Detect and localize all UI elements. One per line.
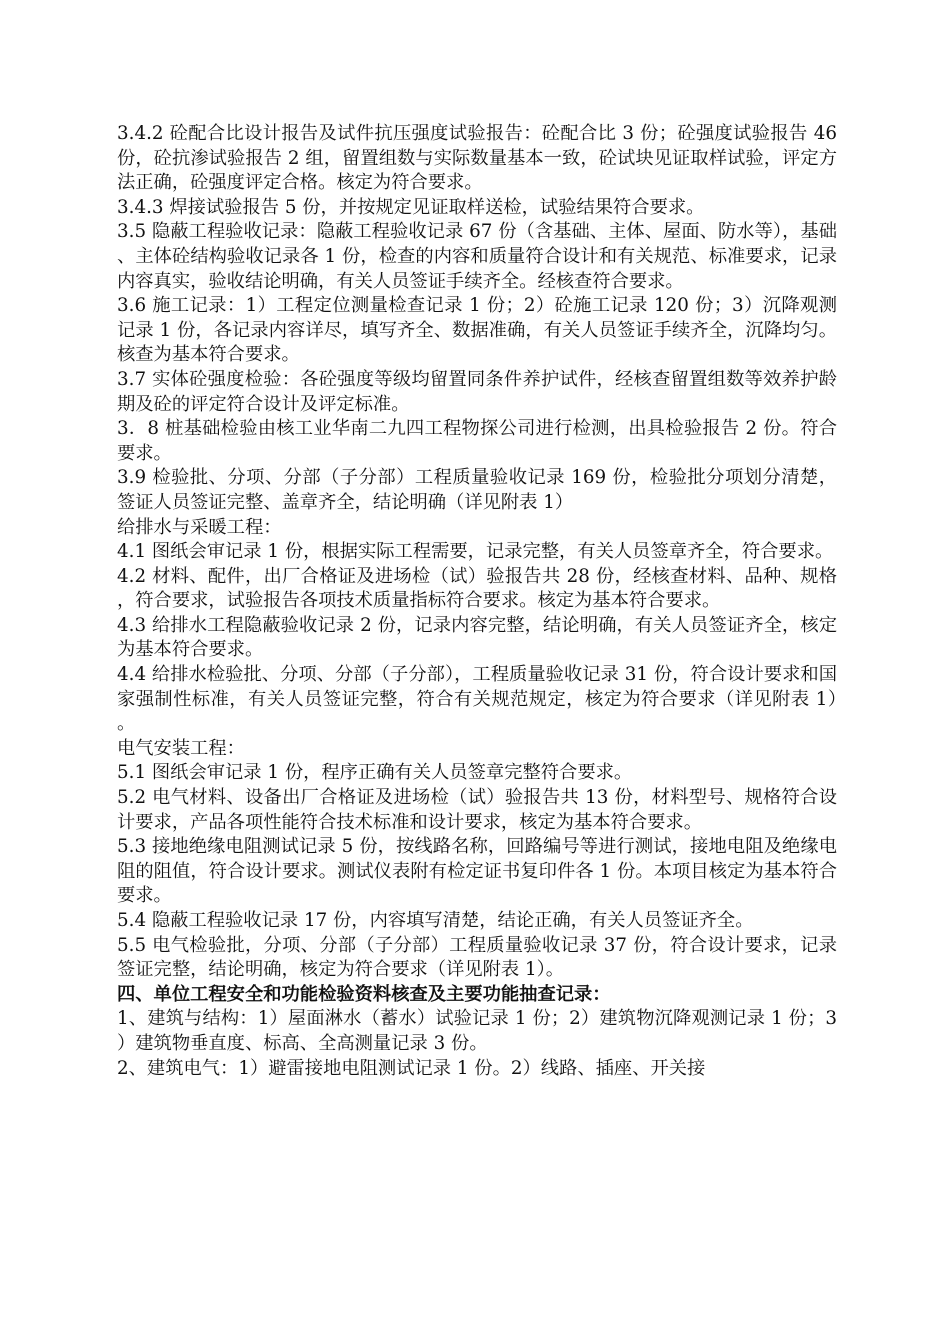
paragraph-3-4-3: 3.4.3 焊接试验报告 5 份，并按规定见证取样送检，试验结果符合要求。 xyxy=(117,196,705,218)
paragraph-3-6: 3.6 施工记录：1）工程定位测量检查记录 1 份；2）砼施工记录 120 份；3）沉降观测记录 1 份，各记录内容详尽，填写齐全、数据准确，有关人员签证手续齐全，沉降均匀。核查为基本符合要求。 xyxy=(117,295,837,366)
paragraph-3-4-2: 3.4.2 砼配合比设计报告及试件抗压强度试验报告：砼配合比 3 份；砼强度试验报告 46 份，砼抗渗试验报告 2 组，留置组数与实际数量基本一致，砼试块见证取样试验，评定方法正确，砼强度评定合格。核定为符合要求。 xyxy=(117,123,837,194)
paragraph-3-8: 3．8 桩基础检验由核工业华南二九四工程物探公司进行检测，出具检验报告 2 份。符合要求。 xyxy=(117,418,837,464)
section-title-plumbing: 给排水与采暖工程： xyxy=(117,516,282,538)
section-heading-four: 四、单位工程安全和功能检验资料核查及主要功能抽查记录： xyxy=(117,983,611,1005)
paragraph-5-5: 5.5 电气检验批，分项、分部（子分部）工程质量验收记录 37 份，符合设计要求，记录签证完整，结论明确，核定为符合要求（详见附表 1）。 xyxy=(117,934,837,981)
paragraph-4-3: 4.3 给排水工程隐蔽验收记录 2 份，记录内容完整，结论明确，有关人员签证齐全，核定为基本符合要求。 xyxy=(117,614,837,661)
paragraph-4-4: 4.4 给排水检验批、分项、分部（子分部），工程质量验收记录 31 份，符合设计要求和国家强制性标准，有关人员签证完整，符合有关规范规定，核定为符合要求（详见附表 1）。 xyxy=(117,664,837,735)
paragraph-5-4: 5.4 隐蔽工程验收记录 17 份，内容填写清楚，结论正确，有关人员签证齐全。 xyxy=(117,910,754,931)
document-body xyxy=(117,122,837,1081)
paragraph-3-9: 3.9 检验批、分项、分部（子分部）工程质量验收记录 169 份，检验批分项划分清楚，签证人员签证完整、盖章齐全，结论明确（详见附表 1） xyxy=(117,467,837,513)
section-title-electrical: 电气安装工程： xyxy=(117,737,245,759)
paragraph-3-7: 3.7 实体砼强度检验：各砼强度等级均留置同条件养护试件，经核查留置组数等效养护龄期及砼的评定符合设计及评定标准。 xyxy=(117,368,837,415)
paragraph-3-5: 3.5 隐蔽工程验收记录：隐蔽工程验收记录 67 份（含基础、主体、屋面、防水等），基础、主体砼结构验收记录各 1 份，检查的内容和质量符合设计和有关规范、标准要求，记录内容真实，验收结论明确，有关人员签证手续齐全。经核查符合要求。 xyxy=(117,221,837,292)
paragraph-4-1: 4.1 图纸会审记录 1 份，根据实际工程需要，记录完整，有关人员签章齐全，符合要求。 xyxy=(117,541,834,563)
paragraph-5-3: 5.3 接地绝缘电阻测试记录 5 份，按线路名称，回路编号等进行测试，接地电阻及绝缘电阻的阻值，符合设计要求。测试仪表附有检定证书复印件各 1 份。本项目核定为基本符合要求。 xyxy=(117,836,837,907)
paragraph-4-2: 4.2 材料、配件，出厂合格证及进场检（试）验报告共 28 份，经核查材料、品种、规格，符合要求，试验报告各项技术质量指标符合要求。核定为基本符合要求。 xyxy=(117,565,837,612)
paragraph-5-2: 5.2 电气材料、设备出厂合格证及进场检（试）验报告共 13 份，材料型号、规格符合设计要求，产品各项性能符合技术标准和设计要求，核定为基本符合要求。 xyxy=(117,787,837,833)
paragraph-item-1: 1、建筑与结构：1）屋面淋水（蓄水）试验记录 1 份；2）建筑物沉降观测记录 1 份；3）建筑物垂直度、标高、全高测量记录 3 份。 xyxy=(117,1008,837,1054)
paragraph-item-2: 2、建筑电气：1）避雷接地电阻测试记录 1 份。2）线路、插座、开关接 xyxy=(117,1057,706,1079)
paragraph-5-1: 5.1 图纸会审记录 1 份，程序正确有关人员签章完整符合要求。 xyxy=(117,762,633,784)
